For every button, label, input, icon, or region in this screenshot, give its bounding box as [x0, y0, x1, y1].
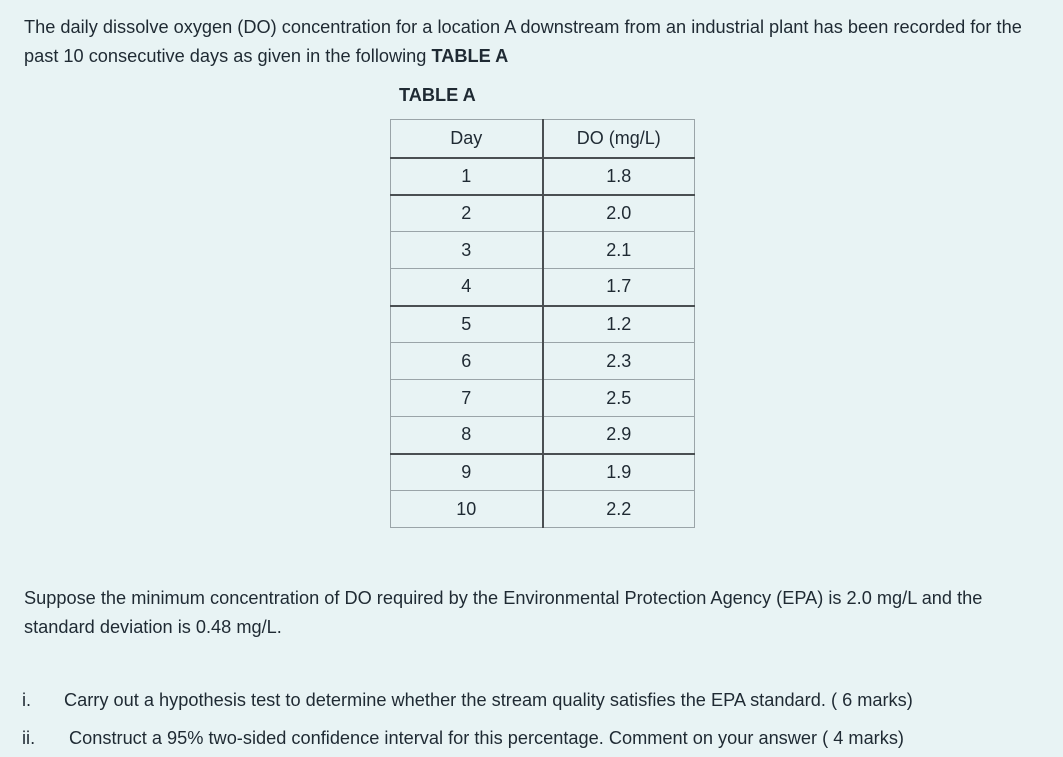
- header-day: Day: [391, 120, 543, 158]
- day-cell: 10: [391, 491, 543, 528]
- epa-paragraph: Suppose the minimum concentration of DO required by the Environmental Protection Agency (EPA) is 2.0 mg/L and the standard deviation is 0.48 mg/L.: [24, 588, 983, 637]
- day-cell: 5: [391, 306, 543, 343]
- table-row: [391, 491, 695, 528]
- do-cell: 1.7: [543, 269, 695, 306]
- do-cell: 1.2: [543, 306, 695, 343]
- day-cell: 3: [391, 232, 543, 269]
- do-cell: 1.8: [543, 158, 695, 195]
- table-row: [391, 417, 695, 454]
- table-row: [391, 269, 695, 306]
- question-number: i.: [22, 690, 32, 710]
- question-text: Construct a 95% two-sided confidence interval for this percentage. Comment on your answer ( 4 marks): [69, 728, 904, 748]
- table-row: [391, 454, 695, 491]
- table-row: [391, 343, 695, 380]
- table-row: [391, 158, 695, 195]
- do-cell: 2.3: [543, 343, 695, 380]
- intro-text: The daily dissolve oxygen (DO) concentration for a location A downstream from an industrial plant has been recorded for the past 10 consecutive days as given in the following: [24, 17, 1022, 66]
- table-row: [391, 306, 695, 343]
- question-number: ii.: [22, 728, 36, 748]
- question-item: [22, 687, 913, 713]
- day-cell: 8: [391, 417, 543, 454]
- day-cell: 2: [391, 195, 543, 232]
- do-cell: 2.2: [543, 491, 695, 528]
- intro-paragraph: [24, 13, 1060, 71]
- do-cell: 2.5: [543, 380, 695, 417]
- do-cell: 2.1: [543, 232, 695, 269]
- day-cell: 1: [391, 158, 543, 195]
- table-row: [391, 232, 695, 269]
- day-cell: 6: [391, 343, 543, 380]
- table-caption: TABLE A: [399, 85, 476, 105]
- do-cell: 2.9: [543, 417, 695, 454]
- do-cell: 2.0: [543, 195, 695, 232]
- header-do: DO (mg/L): [543, 120, 695, 158]
- day-cell: 9: [391, 454, 543, 491]
- question-text: Carry out a hypothesis test to determine whether the stream quality satisfies the EPA standard. ( 6 marks): [64, 690, 913, 710]
- table-row: [391, 380, 695, 417]
- table-header-row: [391, 120, 695, 158]
- day-cell: 7: [391, 380, 543, 417]
- do-cell: 1.9: [543, 454, 695, 491]
- intro-table-ref: TABLE A: [431, 46, 509, 66]
- do-table: [390, 119, 695, 528]
- question-item: [22, 725, 904, 751]
- day-cell: 4: [391, 269, 543, 306]
- table-row: [391, 195, 695, 232]
